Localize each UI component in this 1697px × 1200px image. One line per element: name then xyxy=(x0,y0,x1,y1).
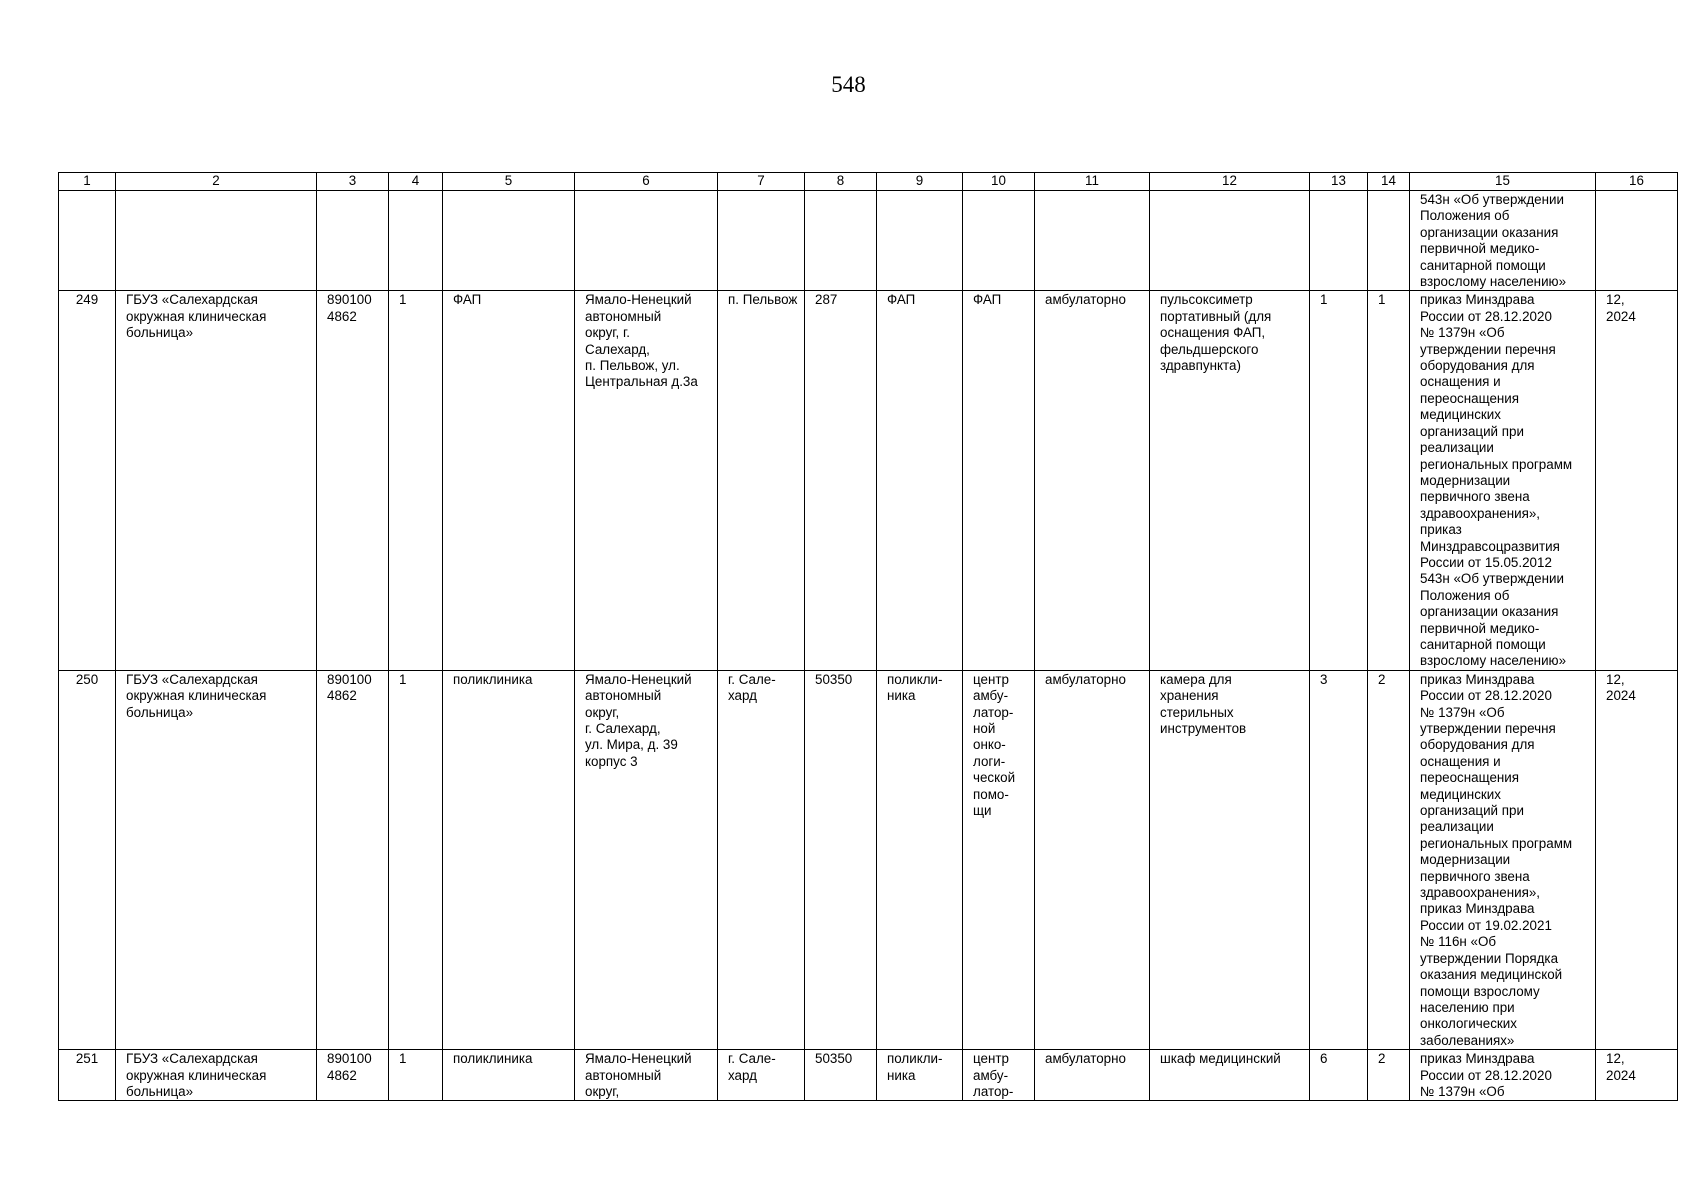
table-cell-col-8 xyxy=(805,191,877,291)
table-cell-col-6 xyxy=(575,670,718,1049)
table-cell-col-16 xyxy=(1596,1050,1678,1101)
table-cell-col-6 xyxy=(575,191,718,291)
cell-text: поликлиника xyxy=(453,671,533,687)
column-number: 13 xyxy=(1310,173,1368,191)
table-cell-col-5 xyxy=(443,1050,575,1101)
table-cell-col-7 xyxy=(718,291,805,670)
cell-text: 287 xyxy=(815,292,838,308)
cell-text: амбулаторно xyxy=(1045,1051,1126,1067)
table-cell-col-11 xyxy=(1035,291,1150,670)
table-cell-col-4 xyxy=(389,1050,443,1101)
column-number: 10 xyxy=(963,173,1035,191)
table-cell-col-4 xyxy=(389,670,443,1049)
cell-text: Ямало-Ненецкий автономный округ, г. Салехард, п. Пельвож, ул. Центральная д.3а xyxy=(585,292,698,390)
cell-text: 1 xyxy=(1320,292,1328,308)
cell-text: приказ Минздрава России от 28.12.2020 № 1379н «Об xyxy=(1420,1051,1552,1099)
cell-text: 250 xyxy=(75,671,99,687)
cell-text: 2 xyxy=(1378,671,1386,687)
cell-text: 6 xyxy=(1320,1051,1328,1067)
table-cell-col-1 xyxy=(59,191,116,291)
table-cell-col-6 xyxy=(575,1050,718,1101)
column-number: 9 xyxy=(877,173,963,191)
cell-text: амбулаторно xyxy=(1045,292,1126,308)
cell-text: поликлиника xyxy=(453,1051,533,1067)
table-cell-col-13 xyxy=(1310,191,1368,291)
column-number-row xyxy=(59,173,1678,191)
table-cell-col-1 xyxy=(59,670,116,1049)
table-cell-col-9 xyxy=(877,1050,963,1101)
cell-text: 890100 4862 xyxy=(327,671,372,704)
cell-text: 12, 2024 xyxy=(1606,671,1636,704)
cell-text: камера для хранения стерильных инструментов xyxy=(1160,671,1247,736)
table-cell-col-5 xyxy=(443,191,575,291)
table-cell-col-3 xyxy=(317,191,389,291)
cell-text: 2 xyxy=(1378,1051,1386,1067)
table-cell-col-6 xyxy=(575,291,718,670)
table-cell-col-1 xyxy=(59,291,116,670)
cell-text: ГБУЗ «Салехардская окружная клиническая больница» xyxy=(126,292,267,341)
column-number: 12 xyxy=(1150,173,1310,191)
cell-text: ФАП xyxy=(973,292,1002,308)
table-row xyxy=(59,291,1678,670)
cell-text: Ямало-Ненецкий автономный округ, г. Салехард, ул. Мира, д. 39 корпус 3 xyxy=(585,671,692,769)
table-cell-col-14 xyxy=(1368,1050,1410,1101)
table-cell-col-10 xyxy=(963,291,1035,670)
cell-text: г. Сале- хард xyxy=(728,671,776,704)
cell-text: 543н «Об утверждении Положения об организации оказания первичной медико- санитарной помощи взрослому населению» xyxy=(1420,192,1567,290)
column-number: 8 xyxy=(805,173,877,191)
cell-text: приказ Минздрава России от 28.12.2020 № 1379н «Об утверждении перечня оборудования для оснащения и переоснащения медицинских организаций при реализации региональных программ модернизации первичного звена здравоохранения», приказ Минздрава России от 19.02.2021 № 116н «Об утверждении Порядка оказания медицинской помощи взрослому населению при онкологических заболеваниях» xyxy=(1420,671,1573,1048)
table-cell-col-9 xyxy=(877,191,963,291)
column-number: 2 xyxy=(116,173,317,191)
table-cell-col-2 xyxy=(116,670,317,1049)
cell-text: г. Сале- хард xyxy=(728,1051,776,1083)
table-cell-col-3 xyxy=(317,670,389,1049)
table-cell-col-4 xyxy=(389,291,443,670)
cell-text: 3 xyxy=(1320,671,1328,687)
table-cell-col-12 xyxy=(1150,1050,1310,1101)
table-cell-col-11 xyxy=(1035,670,1150,1049)
cell-text: 890100 4862 xyxy=(327,1051,372,1083)
table-cell-col-8 xyxy=(805,291,877,670)
column-number: 3 xyxy=(317,173,389,191)
table-cell-col-14 xyxy=(1368,291,1410,670)
table-cell-col-2 xyxy=(116,291,317,670)
table-cell-col-5 xyxy=(443,670,575,1049)
table-cell-col-8 xyxy=(805,670,877,1049)
table-cell-col-2 xyxy=(116,191,317,291)
table-cell-col-14 xyxy=(1368,191,1410,291)
column-number: 7 xyxy=(718,173,805,191)
cell-text: 12, 2024 xyxy=(1606,1051,1636,1083)
table-cell-col-10 xyxy=(963,1050,1035,1101)
column-number: 16 xyxy=(1596,173,1678,191)
table-row xyxy=(59,670,1678,1049)
column-number: 5 xyxy=(443,173,575,191)
table-cell-col-7 xyxy=(718,191,805,291)
equipment-table xyxy=(58,172,1678,1101)
cell-text: Ямало-Ненецкий автономный округ, xyxy=(585,1051,692,1099)
cell-text: центр амбу- латор- xyxy=(973,1051,1014,1099)
cell-text: центр амбу- латор- ной онко- логи- ческой помо- щи xyxy=(973,671,1016,819)
cell-text: ГБУЗ «Салехардская окружная клиническая больница» xyxy=(126,1051,267,1099)
table-cell-col-15 xyxy=(1410,191,1596,291)
column-number: 14 xyxy=(1368,173,1410,191)
table-cell-col-12 xyxy=(1150,291,1310,670)
column-number: 1 xyxy=(59,173,116,191)
table-cell-col-7 xyxy=(718,1050,805,1101)
table-cell-col-10 xyxy=(963,191,1035,291)
table-cell-col-13 xyxy=(1310,291,1368,670)
cell-text: пульсоксиметр портативный (для оснащения ФАП, фельдшерского здравпункта) xyxy=(1160,292,1272,374)
cell-text: поликли- ника xyxy=(887,671,943,704)
column-number: 11 xyxy=(1035,173,1150,191)
table-row xyxy=(59,191,1678,291)
cell-text: 1 xyxy=(1378,292,1386,308)
table-cell-col-9 xyxy=(877,670,963,1049)
table-cell-col-16 xyxy=(1596,191,1678,291)
table-cell-col-15 xyxy=(1410,1050,1596,1101)
table-cell-col-13 xyxy=(1310,1050,1368,1101)
table-cell-col-9 xyxy=(877,291,963,670)
cell-text: 1 xyxy=(399,1051,407,1067)
cell-text: приказ Минздрава России от 28.12.2020 № 1379н «Об утверждении перечня оборудования для оснащения и переоснащения медицинских организаций при реализации региональных программ модернизации первичного звена здравоохранения», приказ Минздравсоцразвития России от 15.05.2012 543н «Об утверждении Положения об организации оказания первичной медико- санитарной помощи взрослому населению» xyxy=(1420,292,1573,669)
table-cell-col-3 xyxy=(317,1050,389,1101)
cell-text: 251 xyxy=(75,1051,99,1067)
cell-text: 890100 4862 xyxy=(327,292,372,324)
cell-text: 50350 xyxy=(815,1051,853,1067)
cell-text: шкаф медицинский xyxy=(1160,1051,1281,1067)
table-cell-col-14 xyxy=(1368,670,1410,1049)
table-cell-col-3 xyxy=(317,291,389,670)
table-row xyxy=(59,1050,1678,1101)
table-cell-col-2 xyxy=(116,1050,317,1101)
column-number: 4 xyxy=(389,173,443,191)
table-cell-col-4 xyxy=(389,191,443,291)
table-cell-col-7 xyxy=(718,670,805,1049)
table-cell-col-11 xyxy=(1035,191,1150,291)
table-cell-col-13 xyxy=(1310,670,1368,1049)
table-cell-col-5 xyxy=(443,291,575,670)
cell-text: п. Пельвож xyxy=(728,292,798,308)
table-cell-col-15 xyxy=(1410,670,1596,1049)
table-cell-col-8 xyxy=(805,1050,877,1101)
cell-text: 1 xyxy=(399,671,407,687)
table-cell-col-16 xyxy=(1596,291,1678,670)
cell-text: поликли- ника xyxy=(887,1051,943,1083)
table-cell-col-12 xyxy=(1150,191,1310,291)
column-number: 15 xyxy=(1410,173,1596,191)
cell-text: ФАП xyxy=(453,292,482,308)
column-number: 6 xyxy=(575,173,718,191)
cell-text: 1 xyxy=(399,292,407,308)
table-cell-col-12 xyxy=(1150,670,1310,1049)
cell-text: 50350 xyxy=(815,671,853,687)
table-cell-col-10 xyxy=(963,670,1035,1049)
table-cell-col-11 xyxy=(1035,1050,1150,1101)
cell-text: 12, 2024 xyxy=(1606,292,1636,324)
table-cell-col-1 xyxy=(59,1050,116,1101)
cell-text: ФАП xyxy=(887,292,916,308)
cell-text: ГБУЗ «Салехардская окружная клиническая больница» xyxy=(126,671,267,720)
table-cell-col-16 xyxy=(1596,670,1678,1049)
table-cell-col-15 xyxy=(1410,291,1596,670)
page-number: 548 xyxy=(831,72,866,97)
cell-text: амбулаторно xyxy=(1045,671,1126,687)
cell-text: 249 xyxy=(75,292,99,308)
